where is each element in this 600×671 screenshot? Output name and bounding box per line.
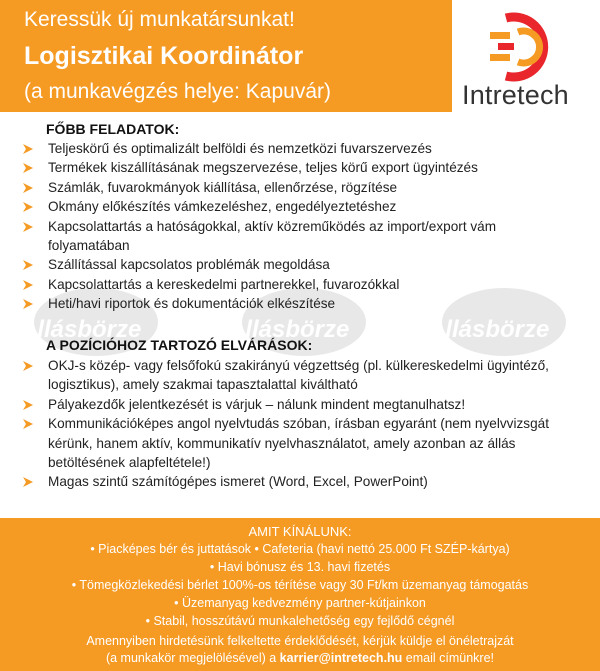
requirements-title: A POZÍCIÓHOZ TARTOZÓ ELVÁRÁSOK: — [46, 337, 313, 353]
main-content — [0, 112, 600, 518]
offer-title: AMIT KÍNÁLUNK: — [248, 524, 352, 539]
job-title: Logisztikai Koordinátor — [24, 42, 304, 70]
list-item: Szállítással kapcsolatos problémák megoldása — [18, 255, 588, 274]
list-item: Okmány előkészítés vámkezeléshez, engedélyeztetéshez — [18, 197, 588, 216]
company-logo — [460, 8, 596, 112]
list-item: Kapcsolattartás a hatóságokkal, aktív közreműködés az import/export vám folyamatában — [18, 217, 588, 256]
list-item: OKJ-s közép- vagy felsőfokú szakirányú végzettség (pl. külkereskedelmi ügyintéző, logisztikus), amely szakmai tapasztalattal kiváltható — [18, 356, 588, 395]
arrow-bullet-icon — [22, 143, 34, 155]
headline-intro: Keressük új munkatársunkat! — [24, 8, 295, 31]
arrow-bullet-icon — [22, 360, 34, 372]
offer-line: • Üzemanyag kedvezmény partner-kútjainkon — [174, 596, 426, 610]
arrow-bullet-icon — [22, 259, 34, 271]
tasks-list — [18, 139, 588, 314]
requirements-list — [18, 356, 588, 492]
list-item: Pályakezdők jelentkezését is várjuk – nálunk mindent megtanulhatsz! — [18, 395, 588, 414]
header-band — [0, 0, 452, 112]
intretech-logo-mark-icon — [490, 12, 562, 82]
watermark-logo: Állásbörze — [20, 288, 180, 372]
email-link[interactable]: karrier@intretech.hu — [279, 651, 403, 665]
list-item: Kommunikációképes angol nyelvtudás szóban, írásban egyaránt (nem nyelvvizsgát kérünk, hanem aktív, kommunikatív nyelvhasználatot, amely azonban az állás betöltésének alapfeltétele!) — [18, 414, 588, 472]
list-item: Teljeskörű és optimalizált belföldi és nemzetközi fuvarszervezés — [18, 139, 588, 158]
list-item: Kapcsolattartás a kereskedelmi partnerekkel, fuvarozókkal — [18, 275, 588, 294]
arrow-bullet-icon — [22, 182, 34, 194]
arrow-bullet-icon — [22, 279, 34, 291]
offer-line: • Stabil, hosszútávú munkalehetőség egy fejlődő cégnél — [145, 614, 455, 628]
arrow-bullet-icon — [22, 298, 34, 310]
arrow-bullet-icon — [22, 162, 34, 174]
list-item: Számlák, fuvarokmányok kiállítása, ellenőrzése, rögzítése — [18, 178, 588, 197]
list-item: Termékek kiszállításának megszervezése, teljes körű export ügyintézés — [18, 158, 588, 177]
list-item: Heti/havi riportok és dokumentációk elkészítése — [18, 294, 588, 313]
tasks-title: FŐBB FELADATOK: — [46, 121, 180, 137]
closing-text: Amennyiben hirdetésünk felkeltette érdeklődését, kérjük küldje el önéletrajzát — [86, 634, 514, 648]
arrow-bullet-icon — [22, 201, 34, 213]
offer-line: • Havi bónusz és 13. havi fizetés — [209, 560, 391, 574]
list-item: Magas szintű számítógépes ismeret (Word, Excel, PowerPoint) — [18, 472, 588, 491]
arrow-bullet-icon — [22, 399, 34, 411]
closing-contact: (a munkakör megjelölésével) a karrier@intretech.hu email címünkre! — [105, 651, 495, 665]
job-location: (a munkavégzés helye: Kapuvár) — [24, 80, 331, 103]
offer-line: • Tömegközlekedési bérlet 100%-os térítése vagy 30 Ft/km üzemanyag támogatás — [71, 578, 529, 592]
watermark-logo: Állásbörze — [228, 288, 388, 372]
arrow-bullet-icon — [22, 221, 34, 233]
offer-section — [0, 518, 600, 671]
logo-text: Intretech — [462, 80, 569, 110]
watermark-logo: Állásbörze — [428, 288, 588, 372]
offer-line: • Piacképes bér és juttatások • Cafeteria (havi nettó 25.000 Ft SZÉP-kártya) — [90, 542, 510, 556]
arrow-bullet-icon — [22, 476, 34, 488]
header — [0, 0, 600, 112]
arrow-bullet-icon — [22, 418, 34, 430]
